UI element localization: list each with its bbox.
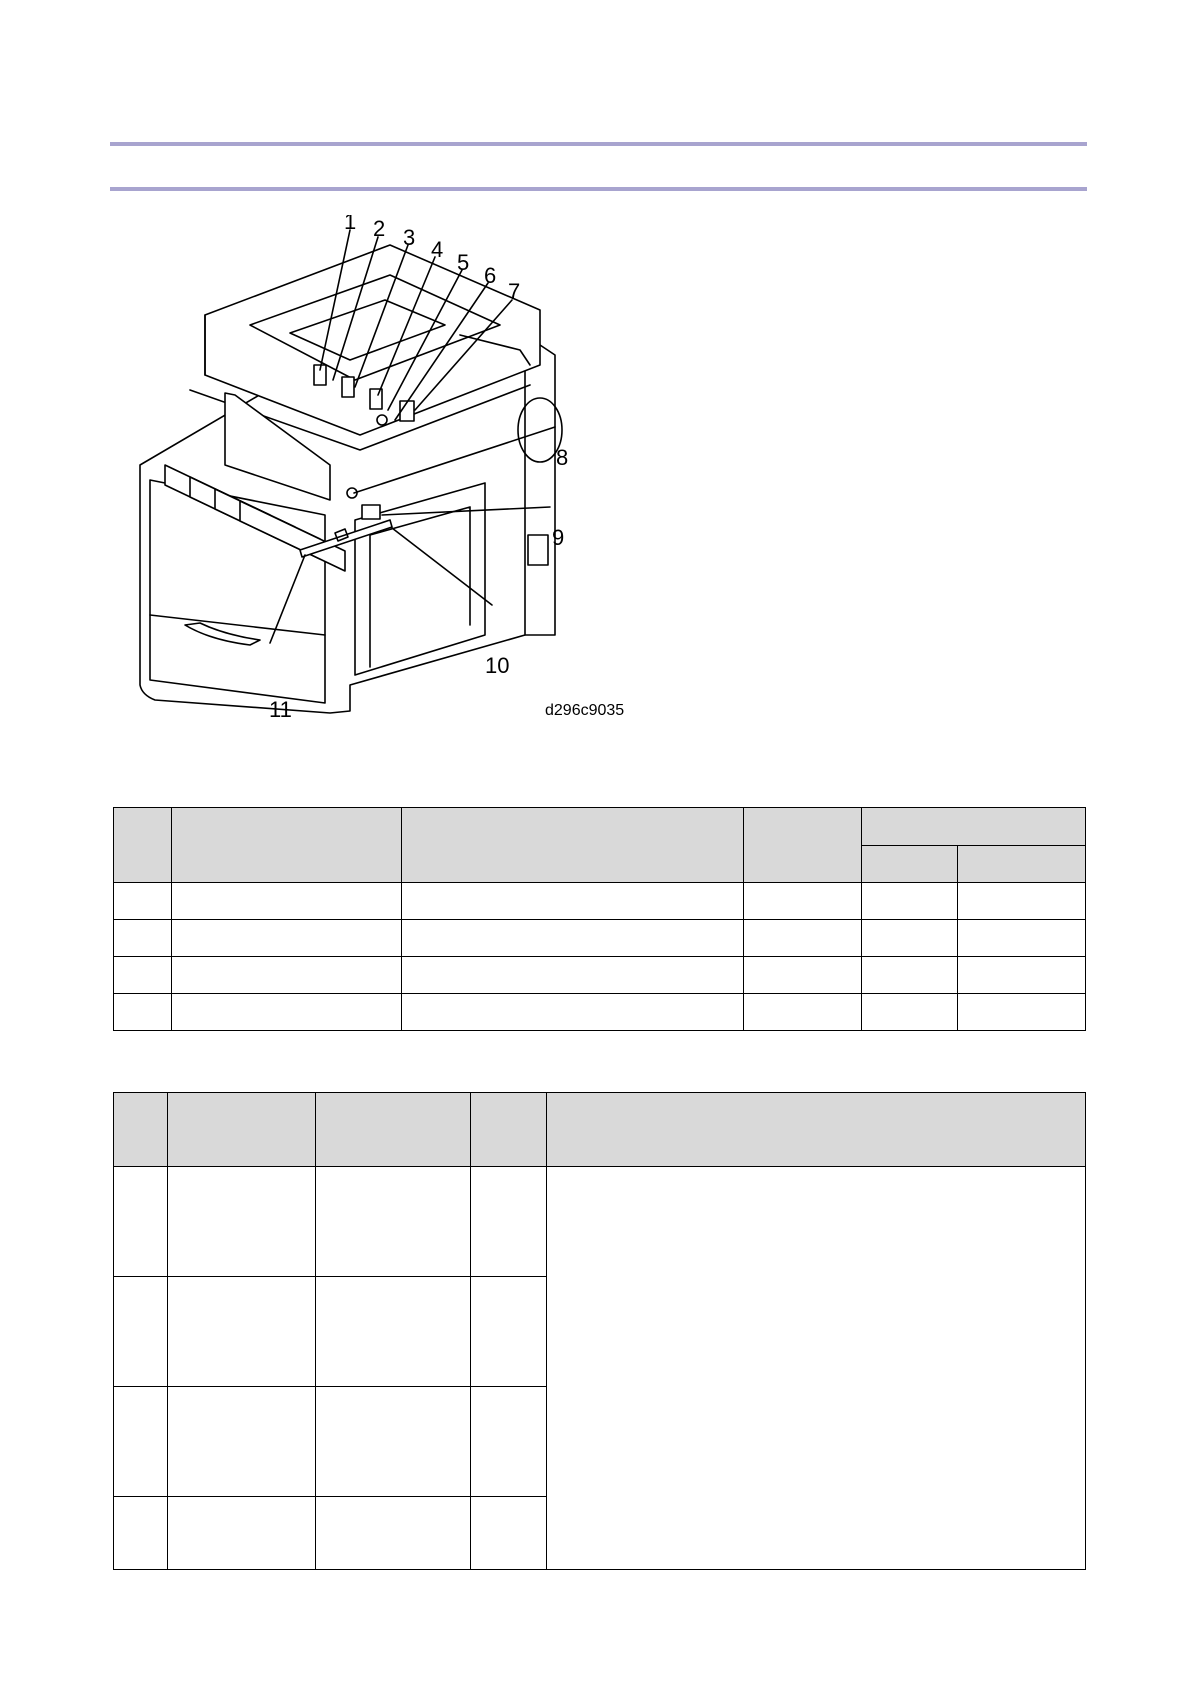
header-rule-bottom [110,187,1087,191]
table-1-header-cell [172,808,402,883]
table-row [114,883,1086,920]
callout-11: 11 [269,697,292,722]
header-rule-top [110,142,1087,146]
table-1-header-cell [402,808,744,883]
callout-9: 9 [552,525,565,550]
table-row [114,957,1086,994]
parts-table [113,807,1086,1031]
callout-5: 5 [457,250,470,275]
callout-7: 7 [508,279,521,304]
table-row [114,994,1086,1031]
printer-line-drawing [130,215,650,735]
table-1-header-cell [862,845,958,883]
callout-8: 8 [556,445,569,470]
maintenance-table [113,1092,1086,1570]
merged-description-cell [547,1167,1086,1570]
table-1-header-cell [744,808,862,883]
callout-1: 1 [344,215,357,234]
callout-3: 3 [403,225,416,250]
table-1-header-cell [114,808,172,883]
figure-caption: d296c9035 [545,702,625,719]
table-2-header-cell [316,1093,471,1167]
printer-diagram [130,215,650,735]
callout-10: 10 [485,653,510,678]
table-2-header-cell [168,1093,316,1167]
table-row [114,920,1086,957]
callout-6: 6 [484,263,497,288]
table-2-header-cell [547,1093,1086,1167]
table-1-header-cell [958,845,1086,883]
callout-2: 2 [373,216,386,241]
table-2-header-cell [114,1093,168,1167]
callout-4: 4 [431,237,444,262]
table-row [114,1167,1086,1277]
table-2-header-cell [471,1093,547,1167]
table-1-header-cell [862,808,1086,846]
